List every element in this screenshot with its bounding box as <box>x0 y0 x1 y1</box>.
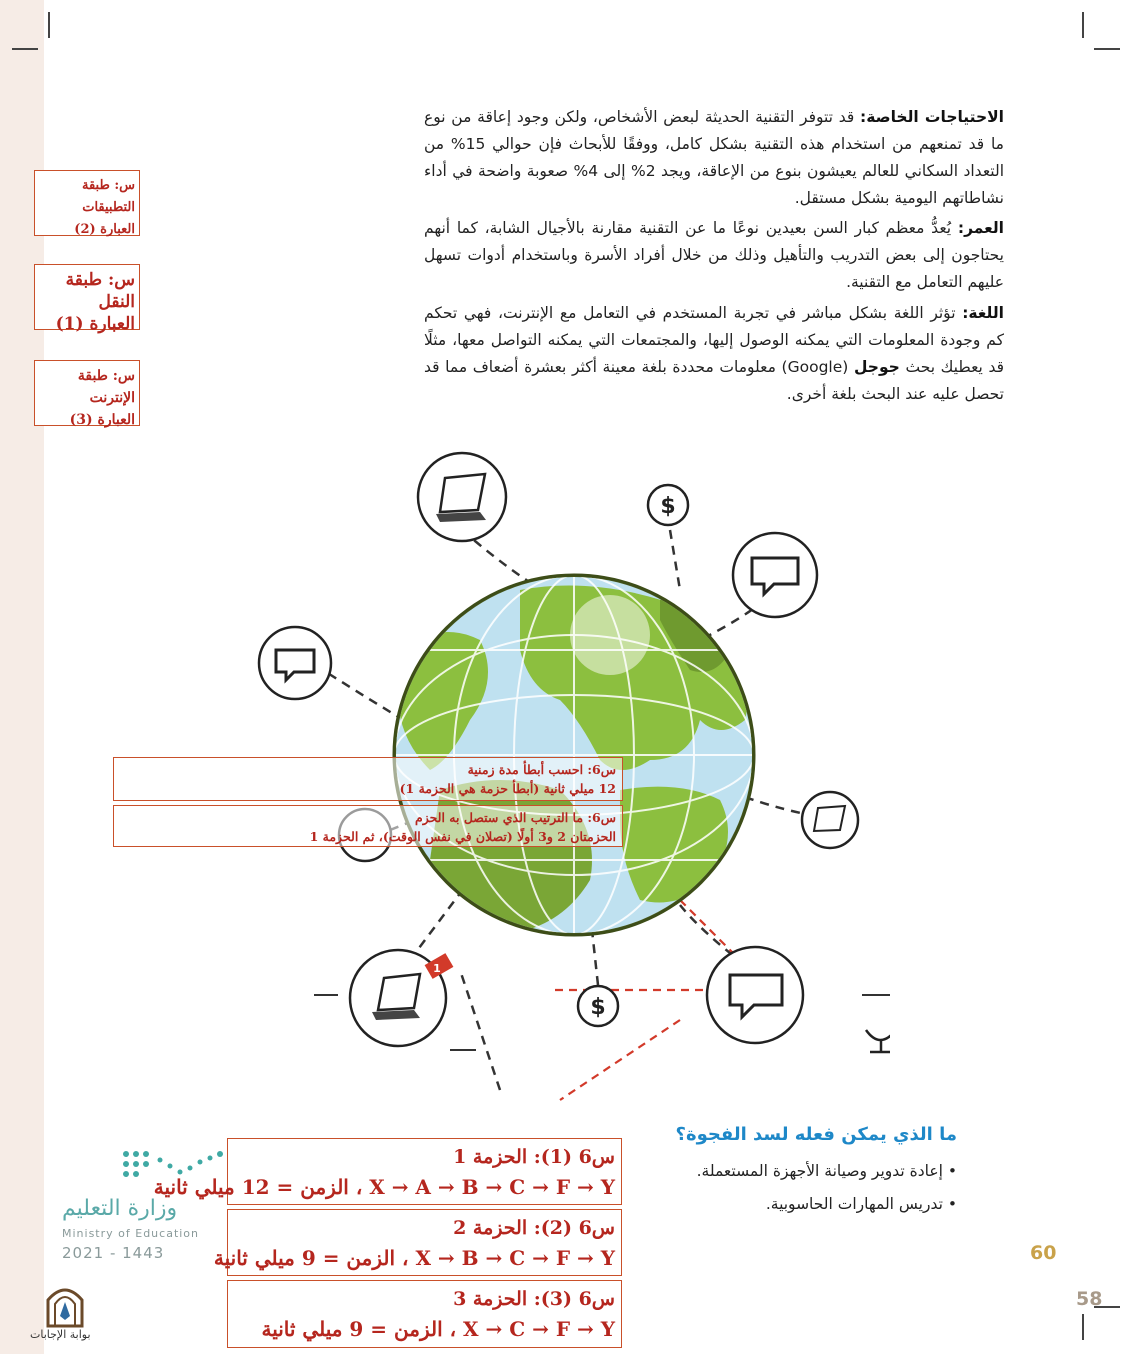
answer-route: X → C → F → Y ، الزمن = 9 ميلي ثانية <box>261 1317 615 1341</box>
paragraph-heading: العمر: <box>957 219 1004 237</box>
answer-text: الحزمتان 2 و3 أولًا (تصلان في نفس الوقت)، ثم الحزمة 1 <box>309 829 616 844</box>
stand-icon <box>866 1030 890 1052</box>
crop-mark <box>48 12 50 38</box>
portal-logo-icon <box>44 1280 86 1328</box>
portal-label: بوابة الإجابات <box>30 1328 91 1341</box>
answer-route: X → A → B → C → F → Y ، الزمن = 12 ميلي ثانية <box>153 1175 615 1199</box>
dollar-icon <box>578 986 618 1026</box>
crop-mark <box>12 48 38 50</box>
margin-note-internet-layer <box>34 360 140 426</box>
ministry-name-english: Ministry of Education <box>62 1227 200 1240</box>
answer-heading: س6 (2): الحزمة 2 <box>453 1217 615 1239</box>
ministry-year: 2021 - 1443 <box>62 1244 165 1262</box>
answer-box-packet-3 <box>227 1280 622 1348</box>
margin-note-answer: العبارة (3) <box>69 412 135 428</box>
question-text: س6: ما الترتيب الذي ستصل به الحزم <box>414 810 616 825</box>
chat-node-bottom-right <box>707 947 803 1043</box>
paragraph-text: قد تتوفر التقنية الحديثة لبعض الأشخاص، ولكن وجود إعاقة من نوع ما قد تمنعهم من استخدام هذه التقنية بشكل كامل، ووفقًا للأبحاث فإن حوالي 15% من التعداد السكاني للعالم يعيشون بنوع من الإعاقة، ويجد 2% إلى 4% صعوبة واضحة في أداء نشاطاتهم اليومية بشكل مستقل. <box>424 108 1005 207</box>
ministry-name-arabic: وزارة التعليم <box>62 1196 178 1221</box>
answer-box-packet-1 <box>153 1138 622 1205</box>
paragraph-text: يُعدُّ معظم كبار السن بعيدين نوعًا ما عن التقنية مقارنة بالأجيال الشابة، كما أنهم يحتاجون إلى بعض التدريب والتأهيل وذلك من خلال أفراد الأسرة وباستخدام أدوات تسهل عليهم التعامل مع التقنية. <box>424 219 1004 291</box>
chat-node-left <box>259 627 331 699</box>
margin-note-answer: العبارة (2) <box>74 222 135 237</box>
question-box-arrival-order <box>113 805 623 847</box>
paragraph-special-needs <box>424 104 1004 212</box>
list-item: • تدريس المهارات الحاسوبية. <box>765 1195 957 1213</box>
svg-text:$: $ <box>660 494 676 519</box>
margin-note-application-layer <box>34 170 140 236</box>
question-box-slowest-time <box>113 757 623 801</box>
gap-section-title: ما الذي يمكن فعله لسد الفجوة؟ <box>675 1124 957 1145</box>
paragraph-bold-word: جوجل <box>853 358 900 376</box>
list-item-text: إعادة تدوير وصيانة الأجهزة المستعملة. <box>696 1162 943 1180</box>
margin-note-question: س: طبقة الإنترنت <box>77 368 135 406</box>
paragraph-text: (Google) معلومات محددة بلغة معينة أكثر بعشرة أضعاف مما قد تحصل عليه عند البحث بلغة أخرى. <box>424 358 1004 403</box>
globe-image <box>390 570 760 940</box>
question-text: س6: احسب أبطأ مدة زمنية <box>467 762 616 777</box>
packet-marker-label: 1 <box>433 962 441 975</box>
laptop-node-right <box>802 792 858 848</box>
laptop-node-top <box>418 453 506 541</box>
paragraph-age <box>424 215 1004 296</box>
chat-node-top-right <box>733 533 817 617</box>
dollar-icon <box>648 485 688 525</box>
svg-text:$: $ <box>590 995 606 1020</box>
answer-route: X → B → C → F → Y ، الزمن = 9 ميلي ثانية <box>213 1246 615 1270</box>
list-item-text: تدريس المهارات الحاسوبية. <box>765 1195 943 1213</box>
page-number-outer: 58 <box>1076 1288 1103 1310</box>
margin-note-question: س: طبقة التطبيقات <box>81 178 135 215</box>
margin-note-transport-layer <box>34 264 140 334</box>
crop-mark <box>1082 1314 1084 1340</box>
paragraph-heading: اللغة: <box>962 304 1004 322</box>
crop-mark <box>1082 12 1084 38</box>
answer-heading: س6 (3): الحزمة 3 <box>453 1288 615 1310</box>
paragraph-heading: الاحتياجات الخاصة: <box>860 108 1004 126</box>
crop-mark <box>1094 48 1120 50</box>
paragraph-language <box>424 300 1004 408</box>
answer-box-packet-2 <box>213 1209 622 1276</box>
answer-heading: س6 (1): الحزمة 1 <box>453 1146 615 1168</box>
list-item: • إعادة تدوير وصيانة الأجهزة المستعملة. <box>696 1162 957 1180</box>
answer-text: 12 ميلي ثانية (أبطأ حزمة هي الحزمة 1) <box>399 781 616 796</box>
margin-note-question: س: طبقة النقل <box>65 270 135 312</box>
page-number-inner: 60 <box>1030 1242 1057 1264</box>
paragraph-text: تؤثر اللغة بشكل مباشر في تجربة المستخدم في التعامل مع الإنترنت، فهي تحكم كم وجودة المعلومات التي يمكنه الوصول إليها، والمجتمعات التي يمكنه التواصل معها، مثلًا قد يعطيك بحث <box>424 304 1005 376</box>
margin-note-answer: العبارة (1) <box>55 314 135 334</box>
